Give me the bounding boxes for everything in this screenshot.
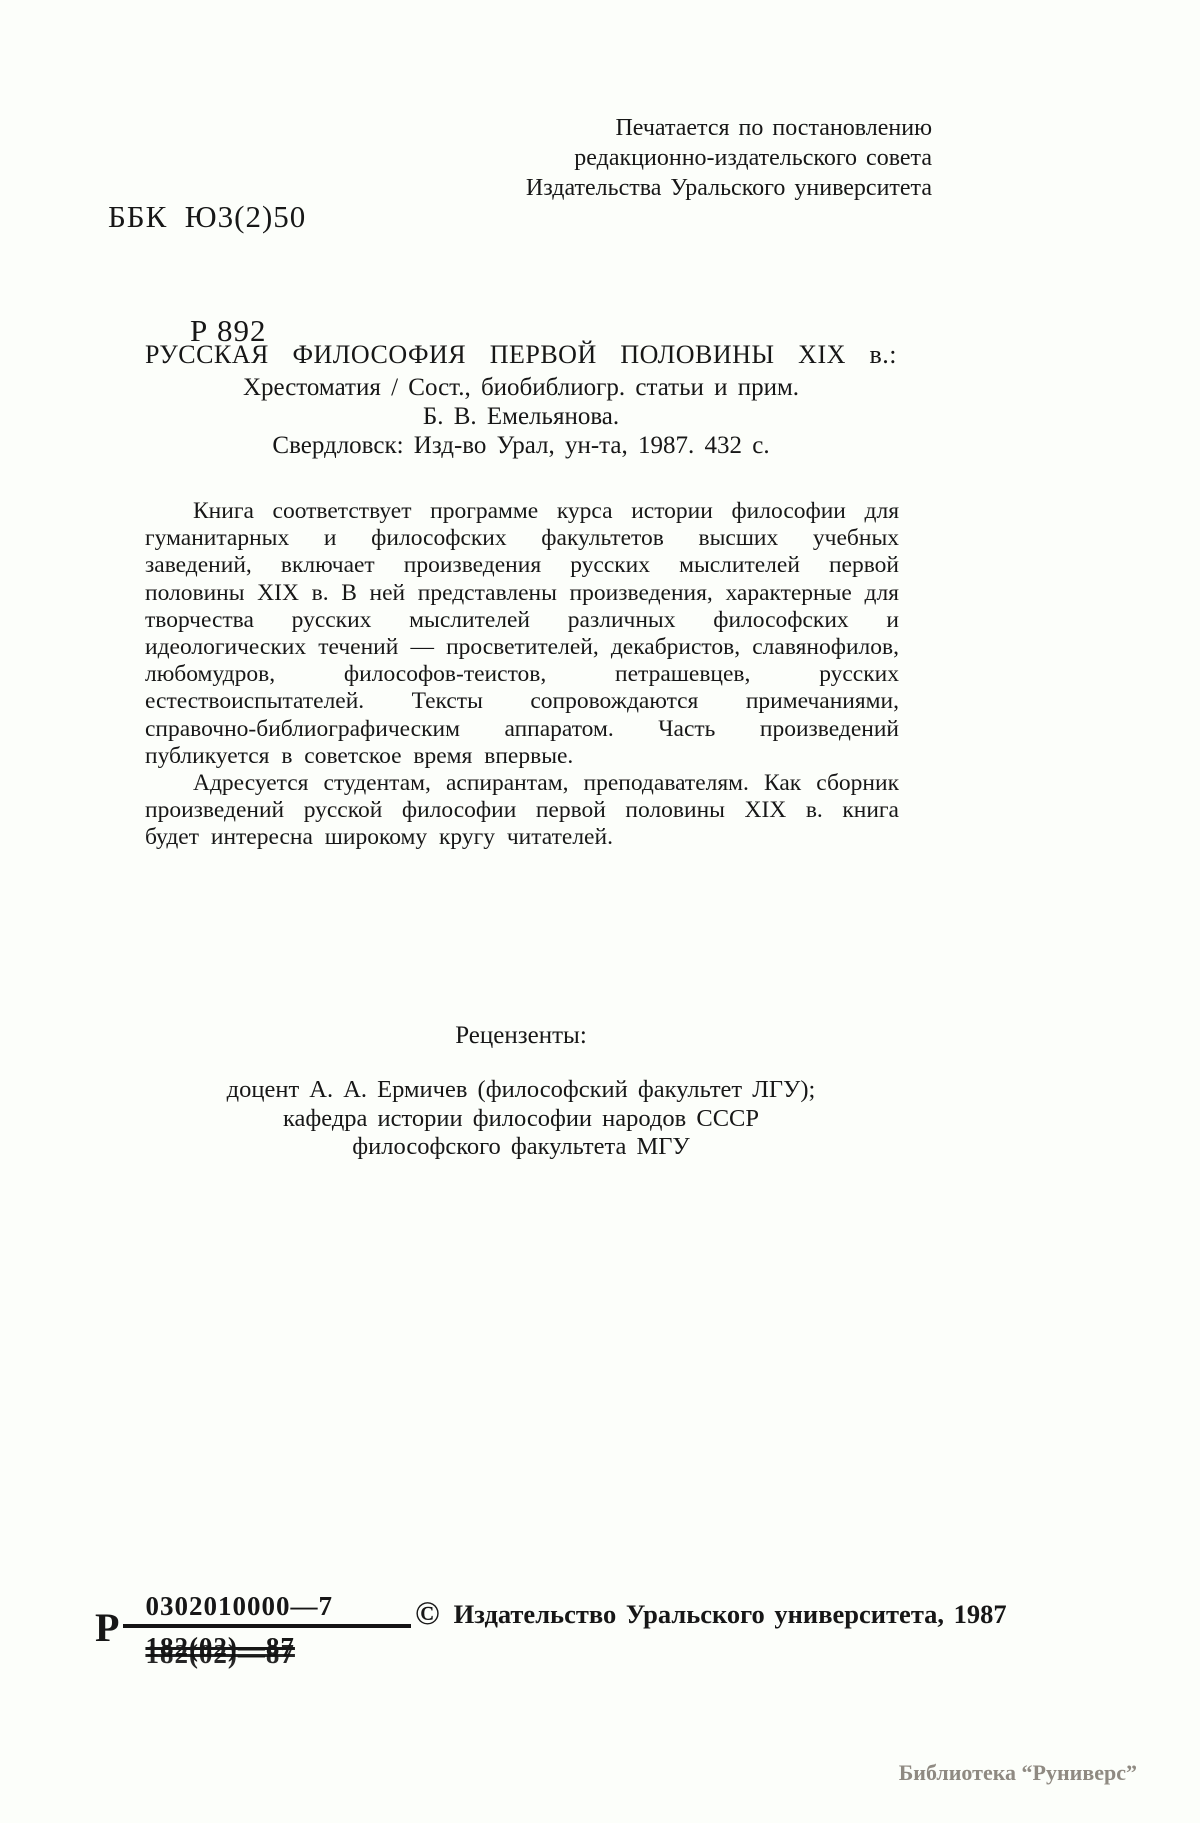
- annotation: [145, 498, 899, 852]
- subtitle-compiler: Хрестоматия / Сост., биобиблиогр. статьи и прим.: [242, 374, 800, 401]
- copyright-line: [415, 1598, 1007, 1631]
- reviewer-line: философского факультета МГУ: [352, 1133, 690, 1160]
- bbk-code: ББК Ю3(2)50: [108, 199, 307, 234]
- book-title: РУССКАЯ ФИЛОСОФИЯ ПЕРВОЙ ПОЛОВИНЫ XIX в.:: [145, 340, 897, 369]
- reviewers-list: [145, 1076, 897, 1162]
- catalog-fraction: [123, 1590, 411, 1662]
- author-sign-code: Р 892: [190, 313, 267, 348]
- copyright-icon: ©: [415, 1596, 440, 1632]
- library-watermark: Библиотека “Руниверс”: [898, 1760, 1137, 1785]
- reviewer-line: кафедра истории философии народов СССР: [282, 1104, 760, 1132]
- copyright-text: Издательство Уральского университета, 1987: [453, 1599, 1007, 1629]
- bibliographic-description: [145, 340, 897, 460]
- imprint-line: редакционно-издательского совета: [574, 145, 932, 171]
- imprint-notice: [412, 113, 932, 203]
- publication-info: Свердловск: Изд-во Урал, ун-та, 1987. 432 с.: [272, 432, 770, 459]
- compiler-name: Б. В. Емельянова.: [422, 403, 620, 430]
- imprint-line: Издательства Уральского университета: [525, 175, 932, 201]
- annotation-paragraph: Книга соответствует программе курса истории философии для гуманитарных и философских факультетов высших учебных заведений, включает произведения русских мыслителей первой половины XIX в. В ней представлены произведения, характерные для творчества русских мыслителей различных философских и идеологических течений — просветителей, декабристов, славянофилов, любомудров, философов-теистов, петрашевцев, русских естествоиспытателей. Тексты сопровождаются примечаниями, справочно-библиографическим аппаратом. Часть произведений публикуется в советское время впервые.: [145, 498, 899, 769]
- catalog-numerator: 0302010000—7: [145, 1591, 333, 1621]
- catalog-letter: Р: [95, 1605, 120, 1650]
- catalog-index: [95, 1590, 411, 1662]
- annotation-paragraph: Адресуется студентам, аспирантам, преподавателям. Как сборник произведений русской философии первой половины XIX в. книга будет интересна широкому кругу читателей.: [145, 770, 899, 851]
- imprint-line: Печатается по постановлению: [615, 115, 932, 141]
- catalog-denominator: 182(02)—87: [145, 1632, 295, 1662]
- fraction-line: [123, 1624, 411, 1628]
- reviewer-line: доцент А. А. Ермичев (философский факультет ЛГУ);: [226, 1076, 816, 1103]
- reviewers-heading: Рецензенты:: [455, 1022, 587, 1049]
